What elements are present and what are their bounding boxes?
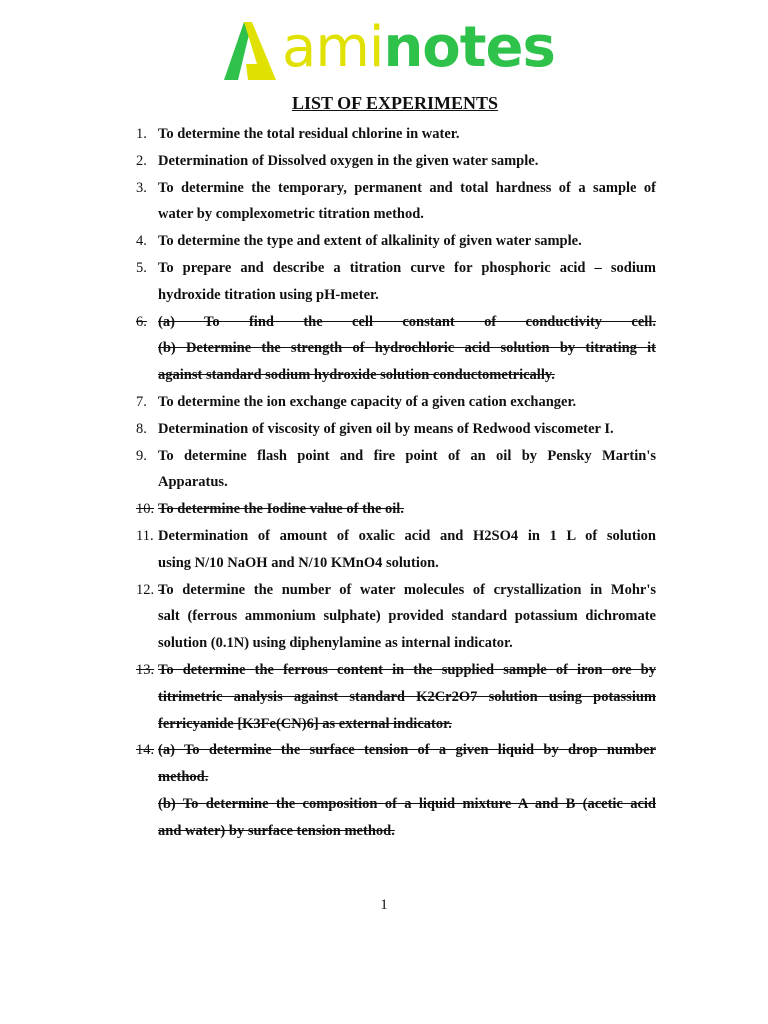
- experiment-text: Determination of Dissolved oxygen in the given water sample.: [158, 152, 539, 169]
- experiment-number: 10.: [136, 501, 155, 518]
- aminotes-logo: [222, 15, 555, 84]
- experiment-text: titrimetric analysis against standard K2Cr2O7 solution using potassium: [158, 688, 656, 705]
- experiment-line: [0, 657, 768, 684]
- experiment-number: 12. -: [136, 581, 163, 598]
- experiment-line: [0, 764, 768, 791]
- experiment-line: [0, 228, 768, 255]
- experiment-text: and water) by surface tension method.: [158, 822, 395, 839]
- experiment-text: against standard sodium hydroxide solution conductometrically.: [158, 367, 555, 384]
- experiment-text: (b) To determine the composition of a liquid mixture A and B (acetic acid: [158, 795, 656, 812]
- experiment-text: Determination of amount of oxalic acid and H2SO4 in 1 L of solution: [158, 527, 656, 544]
- experiment-line: [0, 282, 768, 309]
- experiment-line: [0, 523, 768, 550]
- experiment-line: [0, 791, 768, 818]
- experiment-number: 7.: [136, 393, 147, 410]
- experiment-line: [0, 496, 768, 523]
- logo-text-notes: notes: [383, 15, 555, 80]
- experiment-text: Determination of viscosity of given oil by means of Redwood viscometer I.: [158, 420, 614, 437]
- experiment-number: 3.: [136, 179, 147, 196]
- experiment-line: [0, 175, 768, 202]
- experiment-line: [0, 630, 768, 657]
- experiment-text: To determine the number of water molecules of crystallization in Mohr's: [158, 581, 656, 598]
- experiment-line: [0, 818, 768, 845]
- aminotes-logo-mark-icon: [222, 20, 280, 82]
- experiment-text: ferricyanide [K3Fe(CN)6] as external indicator.: [158, 715, 452, 732]
- experiment-text: To determine the ion exchange capacity of a given cation exchanger.: [158, 393, 577, 410]
- experiment-number: 8.: [136, 420, 147, 437]
- logo-text-ami: ami: [282, 15, 384, 80]
- experiment-text: To determine the temporary, permanent and total hardness of a sample of: [158, 179, 656, 196]
- experiment-number: 11.: [136, 527, 154, 544]
- experiment-line: [0, 201, 768, 228]
- experiment-line: [0, 711, 768, 738]
- experiment-line: [0, 443, 768, 470]
- experiment-line: [0, 684, 768, 711]
- experiment-line: [0, 309, 768, 336]
- experiment-text: using N/10 NaOH and N/10 KMnO4 solution.: [158, 554, 439, 571]
- experiment-text: solution (0.1N) using diphenylamine as internal indicator.: [158, 635, 513, 652]
- experiment-text: (b) Determine the strength of hydrochloric acid solution by titrating it: [158, 340, 656, 357]
- experiment-text: To determine the ferrous content in the supplied sample of iron ore by: [158, 661, 656, 678]
- experiment-text: To determine the total residual chlorine in water.: [158, 126, 460, 142]
- experiment-line: [0, 603, 768, 630]
- experiment-line: [0, 121, 768, 148]
- experiment-text: To prepare and describe a titration curve for phosphoric acid – sodium: [158, 259, 656, 276]
- page-title: LIST OF EXPERIMENTS: [291, 93, 499, 113]
- experiment-number: 14.: [136, 742, 155, 759]
- experiment-number: 4.: [136, 233, 147, 250]
- experiment-text: water by complexometric titration method.: [158, 206, 424, 223]
- experiment-text: To determine the Iodine value of the oil.: [158, 501, 404, 518]
- experiment-line: [0, 362, 768, 389]
- experiment-list: [0, 121, 768, 845]
- experiment-line: [0, 550, 768, 577]
- experiment-text: method.: [158, 769, 209, 786]
- experiment-line: [0, 148, 768, 175]
- aminotes-wordmark: [282, 12, 555, 84]
- experiment-line: [0, 577, 768, 604]
- experiment-text: Apparatus.: [158, 474, 228, 491]
- experiment-number: 13.: [136, 661, 155, 678]
- experiment-number: 1.: [136, 126, 147, 142]
- page-number: 1: [380, 897, 388, 913]
- experiment-line: [0, 416, 768, 443]
- experiment-line: [0, 255, 768, 282]
- experiment-line: [0, 469, 768, 496]
- experiment-number: 2.: [136, 152, 147, 169]
- experiment-text: To determine flash point and fire point of an oil by Pensky Martin's: [158, 447, 656, 464]
- experiment-line: [0, 335, 768, 362]
- experiment-number: 5.: [136, 259, 147, 276]
- experiment-line: [0, 737, 768, 764]
- experiment-text: (a) To find the cell constant of conductivity cell.: [158, 313, 656, 330]
- experiment-number: 9.: [136, 447, 147, 464]
- experiment-number: 6.: [136, 313, 147, 330]
- experiment-text: hydroxide titration using pH-meter.: [158, 286, 379, 303]
- experiment-line: [0, 389, 768, 416]
- experiment-text: (a) To determine the surface tension of a given liquid by drop number: [158, 742, 656, 759]
- experiment-text: To determine the type and extent of alkalinity of given water sample.: [158, 233, 582, 250]
- experiment-text: salt (ferrous ammonium sulphate) provided standard potassium dichromate: [158, 608, 656, 625]
